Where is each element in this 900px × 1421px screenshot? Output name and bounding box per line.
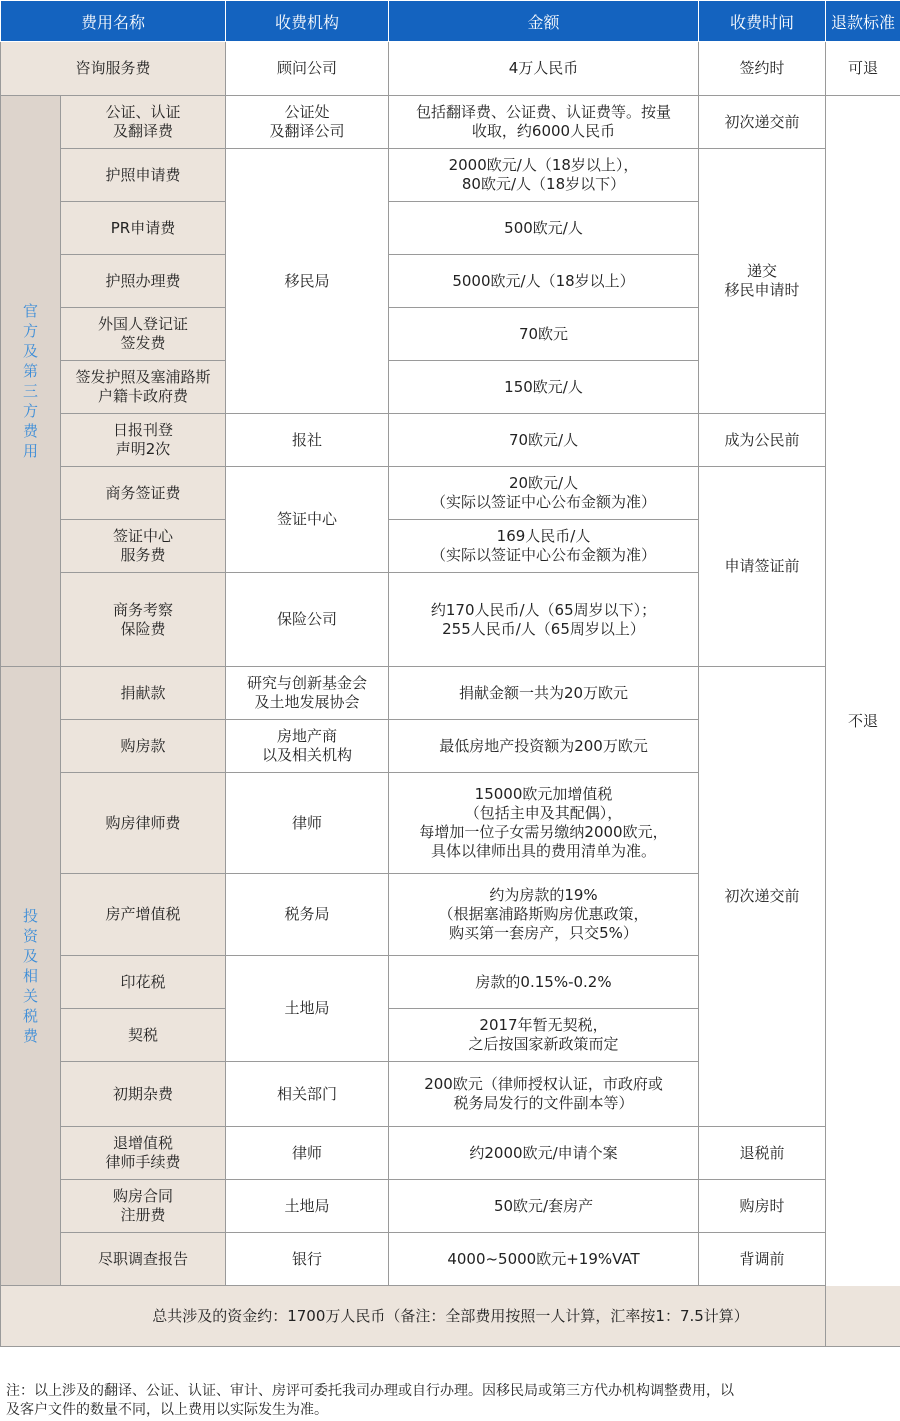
consulting-time: 签约时 — [699, 42, 826, 96]
fee-amount: 房款的0.15%-0.2% — [389, 956, 699, 1009]
fee-name: PR申请费 — [61, 202, 226, 255]
fee-name: 签证中心 服务费 — [61, 520, 226, 573]
fee-amount: 15000欧元加增值税 （包括主申及其配偶）， 每增加一位子女需另缴纳2000欧元， 具体以律师出具的费用清单为准。 — [389, 773, 699, 874]
consulting-agency: 顾问公司 — [226, 42, 389, 96]
fee-agency: 土地局 — [226, 956, 389, 1062]
table-row — [1, 467, 900, 520]
consulting-refund: 可退 — [826, 42, 900, 96]
fee-agency: 相关部门 — [226, 1062, 389, 1127]
category-investment-taxes: 投资及相关税费 — [1, 667, 61, 1286]
fee-name: 印花税 — [61, 956, 226, 1009]
fee-amount: 约为房款的19% （根据塞浦路斯购房优惠政策， 购买第一套房产，只交5%） — [389, 874, 699, 956]
fee-agency: 报社 — [226, 414, 389, 467]
table-row — [1, 96, 900, 149]
fee-amount: 2000欧元/人（18岁以上）， 80欧元/人（18岁以下） — [389, 149, 699, 202]
fee-agency: 公证处 及翻译公司 — [226, 96, 389, 149]
fee-amount: 200欧元（律师授权认证，市政府或 税务局发行的文件副本等） — [389, 1062, 699, 1127]
fee-amount: 最低房地产投资额为200万欧元 — [389, 720, 699, 773]
fee-agency: 银行 — [226, 1233, 389, 1286]
fee-name: 购房合同 注册费 — [61, 1180, 226, 1233]
header-time: 收费时间 — [699, 1, 826, 42]
consulting-name: 咨询服务费 — [1, 42, 226, 96]
fee-name: 签发护照及塞浦路斯 户籍卡政府费 — [61, 361, 226, 414]
fee-name: 购房律师费 — [61, 773, 226, 874]
table-row — [1, 149, 900, 202]
fee-time: 申请签证前 — [699, 467, 826, 667]
fee-name: 初期杂费 — [61, 1062, 226, 1127]
fee-amount: 约170人民币/人（65周岁以下）； 255人民币/人（65周岁以上） — [389, 573, 699, 667]
header-fee-name: 费用名称 — [1, 1, 226, 42]
fee-amount: 5000欧元/人（18岁以上） — [389, 255, 699, 308]
fee-name: 尽职调查报告 — [61, 1233, 226, 1286]
fee-name: 捐献款 — [61, 667, 226, 720]
fee-agency: 税务局 — [226, 874, 389, 956]
header-refund: 退款标准 — [826, 1, 900, 42]
fee-name: 护照申请费 — [61, 149, 226, 202]
fee-amount: 150欧元/人 — [389, 361, 699, 414]
fee-agency: 房地产商 以及相关机构 — [226, 720, 389, 773]
fee-agency: 律师 — [226, 773, 389, 874]
table-row — [1, 1127, 900, 1180]
fee-time: 递交 移民申请时 — [699, 149, 826, 414]
consulting-amount: 4万人民币 — [389, 42, 699, 96]
fee-amount: 50欧元/套房产 — [389, 1180, 699, 1233]
fee-time: 背调前 — [699, 1233, 826, 1286]
fee-agency: 签证中心 — [226, 467, 389, 573]
fee-amount: 捐献金额一共为20万欧元 — [389, 667, 699, 720]
fee-agency: 保险公司 — [226, 573, 389, 667]
header-row — [1, 1, 900, 42]
fee-time: 退税前 — [699, 1127, 826, 1180]
fee-agency: 律师 — [226, 1127, 389, 1180]
fee-agency: 土地局 — [226, 1180, 389, 1233]
fee-amount: 4000~5000欧元+19%VAT — [389, 1233, 699, 1286]
header-amount: 金额 — [389, 1, 699, 42]
fee-amount: 70欧元/人 — [389, 414, 699, 467]
fee-amount: 70欧元 — [389, 308, 699, 361]
fee-amount: 约2000欧元/申请个案 — [389, 1127, 699, 1180]
fee-name: 契税 — [61, 1009, 226, 1062]
table-row — [1, 414, 900, 467]
fee-amount: 包括翻译费、公证费、认证费等。按量 收取，约6000人民币 — [389, 96, 699, 149]
table-row — [1, 42, 900, 96]
fee-agency: 移民局 — [226, 149, 389, 414]
fee-agency: 研究与创新基金会 及土地发展协会 — [226, 667, 389, 720]
fee-name: 公证、认证 及翻译费 — [61, 96, 226, 149]
header-agency: 收费机构 — [226, 1, 389, 42]
fee-time: 购房时 — [699, 1180, 826, 1233]
fee-amount: 20欧元/人 （实际以签证中心公布金额为准） — [389, 467, 699, 520]
fee-time: 成为公民前 — [699, 414, 826, 467]
fee-name: 购房款 — [61, 720, 226, 773]
fee-time: 初次递交前 — [699, 96, 826, 149]
total-summary: 总共涉及的资金约：1700万人民币（备注：全部费用按照一人计算，汇率按1：7.5计算） — [1, 1286, 900, 1347]
table-row — [1, 1233, 900, 1286]
fee-amount: 2017年暂无契税， 之后按国家新政策而定 — [389, 1009, 699, 1062]
fee-time: 初次递交前 — [699, 667, 826, 1127]
fee-name: 商务考察 保险费 — [61, 573, 226, 667]
fee-name: 商务签证费 — [61, 467, 226, 520]
fee-amount: 169人民币/人 （实际以签证中心公布金额为准） — [389, 520, 699, 573]
fee-name: 房产增值税 — [61, 874, 226, 956]
table-row — [1, 667, 900, 720]
fee-name: 退增值税 律师手续费 — [61, 1127, 226, 1180]
table-row — [1, 1180, 900, 1233]
summary-row — [1, 1286, 900, 1347]
fee-name: 护照办理费 — [61, 255, 226, 308]
category-official-fees: 官方及第三方费用 — [1, 96, 61, 667]
fee-name: 日报刊登 声明2次 — [61, 414, 226, 467]
fee-amount: 500欧元/人 — [389, 202, 699, 255]
refund-no: 不退 — [826, 96, 900, 1347]
footnote: 注：以上涉及的翻译、公证、认证、审计、房评可委托我司办理或自行办理。因移民局或第三方代办机构调整费用，以 及客户文件的数量不同，以上费用以实际发生为准。 — [6, 1383, 734, 1418]
fee-name: 外国人登记证 签发费 — [61, 308, 226, 361]
